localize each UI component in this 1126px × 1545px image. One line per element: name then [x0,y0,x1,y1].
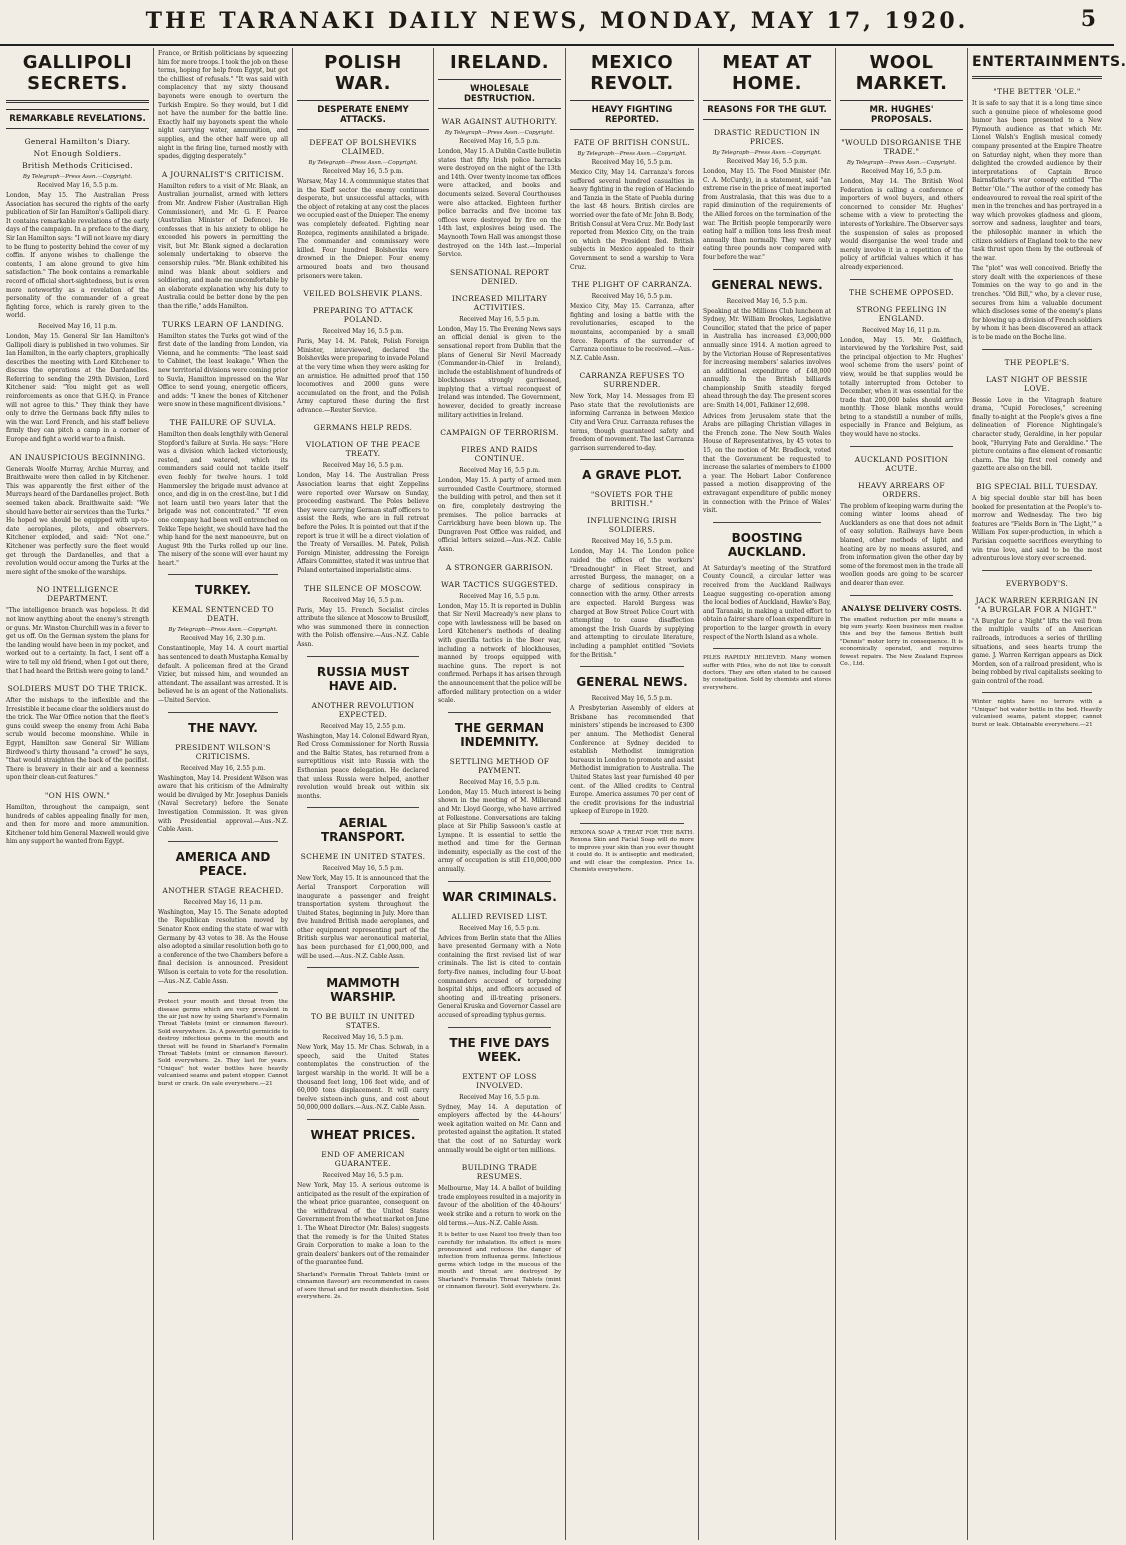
article-paragraph: Paris, May 15. French Socialist circles attribute the silence at Moscow to Brusiloff, who was summoned there in connection with the Polish offensive.—Aus.-N.Z. Cable Assn. [297,606,429,648]
section-subhead: SCHEME IN UNITED STATES. [300,852,426,862]
article-paragraph: London, May 15. Much interest is being shown in the meeting of M. Millerand and Mr. Lloyd George, who have arrived at Folkestone. Conversations are taking place at Sir Philip Sassoon's castle at Lympne. It is essential to settle the method and time for the German indemnity, especially as the cost of the army of occupation is still £10,000,000 annually. [438,788,561,874]
section-subhead: VIOLATION OF THE PEACE TREATY. [305,440,421,459]
section-subhead: STRONG FEELING IN ENGLAND. [856,304,947,323]
section-subhead: "ON HIS OWN." [44,791,111,801]
section-subhead: SETTLING METHOD OF PAYMENT. [449,756,550,775]
divider [982,349,1092,350]
article-paragraph: At Saturday's meeting of the Stratford County Council, a circular letter was received from the Auckland Railways League suggesting co-operation among the local bodies of Auckland, Hawke's Bay, and Taranaki, in making a united effort to obtain a fairer share of loan expenditure in proportion to the larger growth in every respect of the North Island as a whole. [703,564,831,641]
columns [2,48,1126,1540]
divider [448,712,551,713]
subheadline: MR. HUGHES' PROPOSALS. [840,100,963,130]
article-paragraph: Washington, May 14. President Wilson was aware that his criticism of the Admiralty would be divulged by Mr. Josephus Daniels (Naval Secretary) before the Senate Investigation Commission. It was given with Presidential approval.—Aus.-N.Z. Cable Assn. [158,774,288,834]
article-paragraph: London, May 15. A party of armed men surrounded Castle Courtmore, stormed the building with petrol, and then set it on fire, completely destroying the premises. The police barracks at Carrickburg have been blown up. The Dungraven Post Office was raided, and official letters seized.—Aus.-N.Z. Cable Assn. [438,477,561,553]
section-subhead: BUILDING TRADE RESUMES. [461,1163,538,1182]
page-number: 5 [1080,6,1096,32]
section-headline: WAR CRIMINALS. [442,889,557,904]
section-subhead: EXTENT OF LOSS INVOLVED. [462,1071,537,1090]
dateline: Received May 16, 5.5 p.m. [322,462,404,470]
section-subhead: NO INTELLIGENCE DEPARTMENT. [36,585,119,604]
article-paragraph: Hamilton states the Turks got wind of the first date of the landing from London, via Vienna, and he comments: "The least said to Cabinet, the least leakage." When the new territorial divisions were coming prior to Suvla, Hamilton impressed on the War Office to send young, energetic officers, and adds: "I knew the bones of Kitchener were snow in these magnificent divisions." [158,332,288,409]
divider [307,967,419,968]
dateline: Received May 16, 5.5 p.m. [459,924,540,932]
dateline: Received May 16, 11 p.m. [183,898,263,906]
section-subhead: KEMAL SENTENCED TO DEATH. [172,605,274,624]
section-headline: MAMMOTH WARSHIP. [326,976,400,1005]
divider [168,992,278,993]
section-headline: WHEAT PRICES. [310,1128,416,1142]
section-subhead: GERMANS HELP REDS. [313,423,413,433]
subheadline: Not Enough Soldiers. [33,149,122,158]
section-subhead: THE PEOPLE'S. [1004,357,1070,367]
dateline: Received May 16, 5.5 p.m. [591,695,673,703]
headline: POLISH WAR. [324,52,402,94]
article-paragraph: A big special double star bill has been booked for presentation at the People's to-morrow and Wednesday. The two big features are "Fields Born in 'The Light,'" a William Fox super-production, in which a Parisian coquette sacrifices everything to win true love, and said to be the most adventurous love story ever screened. [972,494,1102,563]
section-subhead: WAR AGAINST AUTHORITY. [441,117,558,126]
divider [982,692,1092,693]
advertisement-headline: ANALYSE DELIVERY COSTS. [841,603,962,613]
section-headline: BOOSTING AUCKLAND. [727,530,807,559]
dateline: Received May 16, 5.5 p.m. [459,138,540,145]
article-paragraph: London, May 15. It is reported in Dublin that Sir Nevil Macready's new plans to cope with lawlessness will be based on Lord Kitchener's methods of dealing with guerilla tactics in the Boer war, including a network of blockhouses, manned by troops equipped with machine guns. The report is not confirmed. Perhaps it has arisen through the announcement that the police will be afforded military protection on a wider scale. [438,602,561,705]
divider [580,666,684,667]
dateline: Received May 16, 5.5 p.m. [726,297,808,305]
section-headline: A GRAVE PLOT. [582,468,682,483]
masthead [0,0,1114,46]
article-paragraph: Generals Woolfe Murray, Archie Murray, and Braithwaite were then called in by Kitchener. This was apparently the first either of the Murrays heard of the Dardanelles project. Both seemed taken aback. Braithwaite said: "We should have better air services than the Turks." He hoped we should be equipped with up-to-date aeroplanes, pilots, and observers. Kitchener exploded, and said: "Not one." Kitchener was perfectly sure the fleet would get through the Dardanelles, and that a revolution would occur among the Turks at the mere sight of the smoke of the warships. [6,465,149,576]
subheadline: WHOLESALE DESTRUCTION. [438,79,561,109]
section-headline: AMERICA AND PEACE. [175,849,271,878]
section-subhead: ANOTHER STAGE REACHED. [162,885,284,895]
article-paragraph: A Presbyterian Assembly of elders at Brisbane has recommended that ministers' stipends be increased to £300 per annum. The Methodist General Conference at Sydney decided to establish Methodist immigration bureaux in London to promote and assist Methodist immigration to Australia. The United States last year furnished 40 per cent. of the Allied credits to Central Europe. America assumes 70 per cent of the credit provisions for the industrial upkeep of Europe in 1920. [570,705,694,816]
article-paragraph: "A Burglar for a Night" lifts the veil from the multiple vaults of an American railroads, introduces a series of thrilling situations, and sees hearts trump the game. J. Warren Kerrigan appears as Dick Morden, son of a railroad president, who is being robbed by rival capitalists seeking to gain control of the road. [972,617,1102,685]
subheadline: DESPERATE ENEMY ATTACKS. [297,100,429,130]
dateline: Received May 16, 5.5 p.m. [591,293,673,301]
article-paragraph: London, May 14. The London police raided the offices of the workers' "Dreadnought" in Fleet Street, and arrested Burgess, the manager, on a charge of seditious conspiracy in connection with the army. Other arrests are expected. Harold Burgess was charged at Bow Street Police Court with attempting to cause disaffection amongst the Irish Guards by supplying and attempting to circulate literature, including a pamphlet entitled "Soviets for the British." [570,548,694,659]
dateline: Received May 16, 2.30 p.m. [180,635,266,643]
subheadline-stack [6,137,149,170]
section-subhead: CAMPAIGN OF TERRORISM. [440,428,559,438]
divider [713,522,821,523]
section-subhead: FIRES AND RAIDS CONTINUE. [461,445,538,464]
article-paragraph: Paris, May 14. M. Patek, Polish Foreign Minister, interviewed, declared the Bolsheviks were preparing to invade Poland at the very time when they were asking for an armistice. He admitted proof that 150 locomotives and 2000 guns were accumulated on the front, and the Polish Army captured these during the first advance.—Reuter Service. [297,338,429,414]
dateline: Received May 16, 5.5 p.m. [322,865,404,873]
article-paragraph: London, May 14. The Australian Press Association learns that eight Zeppelins were reported over Warsaw on Sunday, proceeding eastward. The Poles believe they were carrying German staff officers to assist the Reds, who are in full retreat before the Poles. It is pointed out that if the report is true it will be a direct violation of the Treaty of Versailles. M. Patek, Polish Foreign Minister, addressing the Foreign Affairs Committee, stated it was untrue that Poland entertained imperialistic aims. [297,472,429,574]
section-subhead: LAST NIGHT OF BESSIE LOVE. [986,374,1088,393]
article-paragraph: London, May 15. The Food Minister (Mr. C. A. McCurdy), in a statement, said "an extreme rise in the price of meat imported from Australasia, that this was due to a rapid diminution of the requirements of the Allied forces on the termination of the war. The British people temporarily were eating half a million tons less fresh meat annually than normally. They were only eating three pounds now compared with four before the war." [703,168,831,261]
section-subhead: FATE OF BRITISH CONSUL. [573,138,691,147]
article-paragraph: Hamilton refers to a visit of Mr. Blank, an Australian journalist, armed with letters from Mr. Andrew Fisher (Australian High Commissioner), and Mr. G. F. Pearce (Australian Minister of Defence). He confesses that in his anxiety to oblige he exceeded his powers in permitting the visit, but Mr. Blank signed a declaration solemnly undertaking to observe the censorship rules. "Mr. Blank exhibited his mind was blank about soldiers and soldiering, and made me uncomfortable by an elaborate explanation why his duty to Australia could be better done by the pen than the rifle," adds Hamilton. [158,182,288,311]
dateline: Received May 16, 5.5 p.m. [322,1172,404,1179]
divider [448,881,551,882]
section-subhead: PREPARING TO ATTACK POLAND. [312,306,414,325]
byline: By Telegraph—Press Assn.—Copyright. [444,130,555,136]
section-subhead: EVERYBODY'S. [1005,578,1069,588]
headline: MEAT AT HOME. [722,52,812,94]
article-paragraph: Washington, May 14. Colonel Edward Ryan, Red Cross Commissioner for North Russia and the Baltic States, has returned from a surreptitious visit into Russia with the Esthonian peace delegation. He declared that unless Russia were helped, another revolution would break out within six months. [297,732,429,800]
section-subhead: SOLDIERS MUST DO THE TRICK. [7,684,148,694]
advertisement: The smallest reduction per mile means a big sum yearly. Keen business men realise this and buy the famous British built "Dennis" motor lorry in consequence. It is economically operated, and requires fewest repairs. The New Zealand Express Co., Ltd. [840,616,963,668]
article-paragraph: London, May 15. Mr. Goldfinch, interviewed by the Yorkshire Post, said the principal objection to Mr. Hughes' wool scheme from the users' point of view, would be that supplies would be totally interrupted from October to December, when it was essential for the trade that 200,000 bales should arrive monthly. Those blank months would bring to a standstill a number of mills, especially in France and Belgium, as they would have no stocks. [840,336,963,439]
article-paragraph: Hamilton then deals lengthily with General Stopford's failure at Suvla. He says: "Here was a division which lacked victoriously, rested, and watered, which its commanders said could not tackle itself even feebly for twelve hours. I told Hammersley the brigade must advance at once, and dig in on the crest-line, but I did not learn until two years later that the brigade was not concentrated." "If even one company had been well entrenched on Tekke Tepe height, we should have had the whip hand for the next manoeuvre, but on August 9th the Turks rolled up our line. The misery of the scene will ever haunt my heart." [158,430,288,567]
section-subhead: INFLUENCING IRISH SOLDIERS. [587,516,677,535]
article-paragraph: New York, May 15. A serious outcome is anticipated as the result of the expiration of the wheat price guarantee, consequent on the withdrawal of the United States Government from the wheat market on June 1. The Wheat Director (Mr. Bales) suggests that the remedy is for the United States Grain Corporation to make a loan to the grain dealers' bankers out of the remainder of the guarantee fund. [297,1182,429,1267]
divider [982,570,1092,571]
byline: By Telegraph—Press Assn.—Copyright. [577,151,687,157]
article-paragraph: Hamilton, throughout the campaign, sent hundreds of cables appealing finally for men, and then for more and more ammunition. Kitchener told him General Maxwell would give him any support he wanted from Egypt. [6,804,149,846]
divider [168,841,278,842]
dateline: Received May 16, 5.5 p.m. [726,158,808,165]
section-subhead: "SOVIETS FOR THE BRITISH." [590,490,674,509]
section-subhead: WAR TACTICS SUGGESTED. [440,579,559,589]
column-entertainments [968,48,1126,1540]
section-headline: THE NAVY. [188,720,258,735]
section-subhead: TO BE BUILT IN UNITED STATES. [310,1012,415,1031]
article-paragraph: New York, May 15. It is announced that the Aerial Transport Corporation will inaugurate a passenger and freight transportation system throughout the United States, beginning in July. More than five hundred British made aeroplanes, and other equipment representing part of the British surplus war aeronautical material, has been purchased for £1,000,000, and will be used.—Aus.-N.Z. Cable Assn. [297,875,429,960]
subheadline: REMARKABLE REVELATIONS. [6,109,149,129]
dateline: Received May 16, 11 p.m. [862,326,941,334]
article-paragraph: Speaking at the Millions Club luncheon at Sydney, Mr. William Brookes, Legislative Councillor, stated that the price of paper in Australia has increased £3,000,000 annually since 1914. A motion agreed to by the Victorian House of Representatives for increasing members' salaries involves an additional expenditure of £48,000 annually. In the British billiards championship Smith steadily forged ahead through the day. The present scores are: Smith 14,001, Falkiner 12,698. [703,307,831,410]
section-subhead: PRESIDENT WILSON'S CRITICISMS. [175,742,271,761]
divider [713,269,821,270]
article-paragraph: London, May 14. The British Wool Federation is calling a conference of importers of wool buyers, and others concerned to consider Mr. Hughes' scheme with a view to protecting the interests of Yorkshire. The Observer says the suspension of sales as proposed would disorganise the wool trade and merely involve it in a repetition of the policy of artificial values which it has already experienced. [840,178,963,271]
headline: ENTERTAINMENTS. [972,54,1126,70]
dateline: Received May 16, 5.5 p.m. [37,182,118,189]
section-subhead: INCREASED MILITARY ACTIVITIES. [451,293,548,312]
divider [307,656,419,657]
column-meat [699,48,836,1540]
subheadline: HEAVY FIGHTING REPORTED. [570,100,694,130]
divider [580,459,684,460]
dateline: Received May 16, 5.5 p.m. [322,328,404,336]
section-subhead: A STRONGER GARRISON. [445,562,554,572]
article-paragraph: Warsaw, May 14. A communique states that in the Kieff sector the enemy continues desperate, but unsuccessful attacks, with the object of retaking at any cost the places we occupied east of the Dnieper. The enemy was completely defeated. Fighting near Rozepca, regiments annihilated a brigade. The commander and commissary were killed. Four hundred Bolsheviks were drowned in the Dnieper. Four enemy armoured boats and two thousand prisoners were taken. [297,178,429,280]
byline: By Telegraph—Press Assn.—Copyright. [168,627,278,634]
byline: By Telegraph—Press Assn.—Copyright. [308,160,418,166]
dateline: Received May 16, 2.55 p.m. [180,764,266,772]
divider [850,279,953,280]
dateline: Received May 16, 5.5 p.m. [459,315,540,323]
dateline: Received May 16, 5.5 p.m. [459,1093,540,1101]
section-subhead: SENSATIONAL REPORT DENIED. [449,267,549,286]
divider [448,1027,551,1028]
column-ireland [434,48,566,1540]
divider [850,595,953,596]
section-subhead: JACK WARREN KERRIGAN IN "A BURGLAR FOR A NIGHT." [975,595,1099,614]
headline: GALLIPOLI SECRETS. [22,52,133,94]
section-subhead: BIG SPECIAL BILL TUESDAY. [976,481,1098,491]
article-paragraph: Mexico City, May 15. Carranza, after fighting and losing a battle with the revolutionaries, escaped to the mountains, accompanied by a small force. Reports of the surrender of Carranza continue to be received.—Aus.-N.Z. Cable Assn. [570,303,694,362]
article-paragraph: "The intelligence branch was hopeless. It did not know anything about the enemy's strength or guns. Mr. Winston Churchill was in a fever to get us off. On the German system the plans for the landing would have been in my pocket, and worked out to a certainty. In fact, I sent off a wire to tell my old friend, when I got out there, that I had heard the British were going to land." [6,607,149,675]
dateline: Received May 16, 5.5 p.m. [322,596,404,604]
article-paragraph: Constantinople, May 14. A court martial has sentenced to death Mustapha Kemal by default. A policeman fired at the Grand Vizier, but missed him, and wounded an attendant. The assailant was arrested. It is believed he is an agent of the Nationalists.—United Service. [158,645,288,705]
section-subhead: DEFEAT OF BOLSHEVIKS CLAIMED. [309,138,417,156]
divider [972,76,1102,79]
article-paragraph: London, May 15. General Sir Ian Hamilton's Gallipoli diary is published in two volumes. Sir Ian Hamilton, in the early chapters, graphically describes the meeting with Lord Kitchener to discuss the operations at the Dardanelles. Referring to sending the 29th Division, Lord Kitchener said: "You might get as well reinforcements as once that G.H.Q. in France will not agree to this." They think they have only to drive the Germans back fifty miles to win the war. Lord French, and his staff believe firmly they can pitch a camp in a corner of Europe and fight a world war to a finish. [6,332,149,444]
article-paragraph: Bessie Love in the Vitagraph feature drama, "Cupid Forecloses," screening finally to-night at the People's gives a fine delineation of Florence Nightingale's character study, Geraldine, in her popular book, "Hurrying Fate and Geraldine." The picture contains a fine element of romantic charm. The big first reel comedy and gazette are also on the bill. [972,396,1102,473]
dateline: Received May 16, 11 p.m. [38,322,117,330]
advertisement: It is better to use Nazol too freely than too carefully for inhalation. Its effect is more pronounced and reduces the danger of infection from influenza germs. Infectious germs which lodge in the mucous of the mouth and throat are destroyed by Sharland's Formalin Throat Tablets (mint or cinnamon flavour). Sold everywhere. 2s. [438,1232,561,1290]
section-subhead: VEILED BOLSHEVIK PLANS. [303,289,423,299]
article-paragraph: Advices from Berlin state that the Allies have presented Germany with a Note containing the first revised list of war criminals. The list is cited to contain forty-five names, including four U-boat commanders accused of torpedoing hospital ships, and officers accused of shooting and ill-treating prisoners. General Kruska and Governor Cassel are accused of spreading typhus germs. [438,934,561,1019]
section-headline: GENERAL NEWS. [711,277,823,292]
subheadline: British Methods Criticised. [22,161,133,170]
column-gallipoli [2,48,154,1540]
subheadline: REASONS FOR THE GLUT. [703,100,831,120]
dateline: Received May 16, 5.5 p.m. [591,538,673,546]
article-paragraph: Advices from Jerusalem state that the Arabs are pillaging Christian villages in the French zone. The New South Wales House of Representatives, by 45 votes to 15, on the motion of Mr. Bradlock, voted that the Government be requested to increase the salaries of members to £1000 a year. The Hobart Labor Conference passed a motion disapproving of the extravagant expenditure of public money in connection with the Prince of Wales' visit. [703,412,831,515]
article-paragraph: New York, May 14. Messages from El Paso state that the revolutionists are informing Carranza in between Mexico City and Vera Cruz. Carranza refuses the terms, though guaranteed safety and freedom of movement. The last Carranza garrison surrendered to-day. [570,393,694,452]
headline: MEXICO REVOLT. [590,52,674,94]
advertisement: REXONA SOAP A TREAT FOR THE BATH. Rexona Skin and Facial Soap will do more to improve your skin than you ever thought it could do. It is antiseptic and medicated, and will clear the complexion. Price 1s. Chemists everywhere. [570,829,694,873]
section-subhead: AUCKLAND POSITION ACUTE. [854,454,949,473]
section-subhead: HEAVY ARREARS OF ORDERS. [858,480,945,499]
dateline: Received May 16, 5.5 p.m. [322,168,404,175]
advertisement: PILES RAPIDLY RELIEVED. Many women suffer with Piles, who do not like to consult doctors. They are often stated to be caused by constipation. Sold by chemists and stores everywhere. [703,655,831,691]
section-headline: TURKEY. [195,583,251,598]
article-paragraph: It is safe to say that it is a long time since such a genuine piece of wholesome good humor has been presented to a New Plymouth audience as that which Mr. Lionel Walsh's English musical comedy company presented at the Empire Theatre on Saturday night, when they more than delighted the crowded audience by their interpretations of Captain Bruce Bairnsfather's war comedy entitled "The Better 'Ole." The author of the comedy has endeavoured to reveal the real spirit of the men in the trenches and has portrayed in a way which provokes gladness and gloom, sorrow and sadness, laughter and tears, the philosophic manner in which the citizen soldiers of England took to the new task thrust upon them by the outbreak of the war. [972,100,1102,262]
dateline: Received May 16, 5.5 p.m. [322,1034,404,1042]
headline: IRELAND. [449,52,550,73]
article-paragraph: The problem of keeping warm during the coming winter looms ahead of Aucklanders as one that does not admit of easy solution. Railways have been blamed, other methods of light and heating are by no means assured, and from information given the other day by some of the foremost men in the trade all woollen goods are going to be scarcer and dearer than ever. [840,502,963,587]
article-paragraph: France, or British politicians by squeezing him for more troops. I took the job on these terms, hoping for help from Egypt, but got the chilliest of refusals." "It was said with complacency that my sixty thousand bayonets were enough to overturn the Turkish Empire. So they would, but I did not have the number for the battle line. Exactly half my bayonets spent the whole night carrying water, ammunition, and supplies, and the other half were up all night in the firing line, turned mostly with spades, digging desperately." [158,50,288,161]
section-subhead: A JOURNALIST'S CRITICISM. [161,169,285,179]
section-subhead: THE SILENCE OF MOSCOW. [303,583,423,593]
dateline: Received May 16, 5.5 p.m. [861,168,942,175]
section-subhead: TURKS LEARN OF LANDING. [162,319,284,329]
section-headline: AERIAL TRANSPORT. [320,816,406,845]
divider [6,100,149,103]
advertisement: Winter nights have no terrors with a "Unique" hot water bottle in the bed. Heavily vulcanised seams, patent stopper, cannot burst or leak. Obtainable everywhere.—21 [972,699,1102,728]
article-paragraph: After the mishaps to the inflexible and the Irresistible it became clear the soldiers must do the trick. The War Office notion that the fleet's guns could sweep the enemy from Achi Baba scrub would become moonshine. While in Egypt, Hamilton saw General Sir William Birdwood's thirty thousand "a crowd" he says, "that would straighten the back of the pacifist. There is bravery in their air and a keenness upon their clean-cut features." [6,697,149,782]
article-paragraph: Sydney, May 14. A deputation of employers affected by the 44-hours' week agitation waited on Mr. Cann and protested against the agitation. It stated that the cost of no Saturday work annually would be eight or ten millions. [438,1103,561,1154]
column-polish-war [293,48,434,1540]
section-subhead: THE FAILURE OF SUVLA. [169,417,277,427]
headline: WOOL MARKET. [855,52,948,94]
section-subhead: END OF AMERICAN GUARANTEE. [321,1150,405,1168]
section-subhead: AN INAUSPICIOUS BEGINNING. [9,452,146,462]
article-paragraph: Washington, May 15. The Senate adopted the Republican resolution moved by Senator Knox ending the state of war with Germany by 43 votes to 38. As the House also adopted a similar resolution both go to a conference of the two Chambers before a final decision is announced. President Wilson is certain to vote for the resolution.—Aus.-N.Z. Cable Assn. [158,908,288,985]
column-gallipoli-cont [154,48,293,1540]
dateline: Received May 16, 5.5 p.m. [459,592,540,600]
advertisement: Protect your mouth and throat from the disease germs which are very prevalent in the air just now by using Sharland's Formalin Throat Tablets (mint or cinnamon flavour). Sold everywhere. 2s. A powerful germicide to destroy infectious germs in the mouth and throat will be found in Sharland's Formalin Throat Tablets (mint or cinnamon flavour). Sold everywhere. 2s. They last for years. "Unique" hot water bottles have heavily vulcanised seams and patent stopper. Cannot burst or crack. On sale everywhere.—21 [158,999,288,1087]
divider [580,823,684,824]
section-headline: THE FIVE DAYS WEEK. [449,1035,550,1064]
byline: By Telegraph—Press Assn.—Copyright. [846,160,957,166]
section-subhead: THE SCHEME OPPOSED. [849,287,954,297]
section-subhead: "WOULD DISORGANISE THE TRADE." [841,138,962,156]
divider [168,712,278,713]
article-paragraph: London, May 15. A Dublin Castle bulletin states that fifty Irish police barracks were destroyed on the night of the 13th and 14th. Over twenty income tax offices were attacked, and books and documents seized. Several Courthouses were also attacked. Eighteen further police barracks and five income tax offices were destroyed by fire on the 14th last, explosives being used. The Maynooth Town Hall was amongst those destroyed on the 14th last.—Imperial Service. [438,148,561,259]
article-paragraph: London, May 15. The Evening News says an official denial is given to the sensational report from Dublin that the plans of General Sir Nevil Macready (Commander-in-Chief in Ireland), include the establishment of hundreds of blockhouses strongly garrisoned, implying that a virtual reconquest of Ireland was intended. The Government, however, decided to greatly increase military activities in Ireland. [438,325,561,419]
column-mexico [566,48,699,1540]
masthead-title: THE TARANAKI DAILY NEWS, MONDAY, MAY 17, 1920. [145,8,969,34]
subheadline: General Hamilton's Diary. [24,137,131,146]
divider [850,446,953,447]
section-subhead: "THE BETTER 'OLE." [993,87,1081,96]
dateline: Received May 16, 5.5 p.m. [459,778,540,786]
divider [168,574,278,575]
section-headline: GENERAL NEWS. [576,675,688,690]
byline: By Telegraph—Press Assn.—Copyright. [712,150,822,156]
article-paragraph: New York, May 15. Mr Chas. Schwab, in a speech, said the United States contemplates the construction of the largest warship in the world. It will be a thousand feet long, 106 feet wide, and of 60,000 tons displacement. It will carry twelve sixteen-inch guns, and cost about 50,000,000 dollars.—Aus.-N.Z. Cable Assn. [297,1044,429,1112]
divider [713,648,821,649]
advertisement: Sharland's Formalin Throat Tablets (mint or cinnamon flavour) are recommended in cases of sore throat and for mouth disinfection. Sold everywhere. 2s. [297,1271,429,1301]
section-subhead: DRASTIC REDUCTION IN PRICES. [713,128,821,146]
dateline: Received May 16, 5.5 p.m. [459,467,540,475]
section-subhead: THE PLIGHT OF CARRANZA. [571,280,693,290]
divider [307,1119,419,1120]
dateline: Received May 15, 2.55 p.m. [320,722,406,730]
column-wool [836,48,968,1540]
divider [307,807,419,808]
section-headline: RUSSIA MUST HAVE AID. [316,664,410,693]
section-subhead: CARRANZA REFUSES TO SURRENDER. [579,371,685,390]
section-subhead: ALLIED REVISED LIST. [451,911,548,921]
article-paragraph: London, May 15. The Australian Press Association has secured the rights of the early publication of Sir Ian Hamilton's Gallipoli diary. It contains remarkable revelations of the early days of the campaign. In a preface to the diary, Sir Ian Hamilton says: "I will not leave my diary to be flung to posterity behind the cover of my coffin. If anyone wishes to challenge the contents, I am alone ground to give him satisfaction." The book contains a remarkable record of official short-sightedness, but is even more noteworthy as a revelation of the personality of the commander of a great fighting force, which is rarely given to the world. [6,192,149,320]
section-headline: THE GERMAN INDEMNITY. [454,720,545,749]
article-paragraph: The "plot" was well conceived. Briefly the story dealt with the experiences of these Tommies on the way to go and in the trenches. "Old Bill," who, by a clever ruse, secures from him a valuable document which discloses some of the enemy's plans for blowing up a division of French soldiers by whom it has been discovered an attack is to be made on the Boche line. [972,265,1102,342]
byline: By Telegraph—Press Assn.—Copyright. [22,174,133,180]
section-subhead: ANOTHER REVOLUTION EXPECTED. [311,700,415,719]
article-paragraph: Melbourne, May 14. A ballot of building trade employees resulted in a majority in favour of the abolition of the 40-hours' week strike and a return to work on the old terms.—Aus.-N.Z. Cable Assn. [438,1185,561,1227]
dateline: Received May 16, 5.5 p.m. [591,159,673,166]
article-paragraph: Mexico City, May 14. Carranza's forces suffered several hundred casualties in heavy fighting in the region of Haciendo and Tanzia in the State of Puebla during the last 48 hours. British circles are worried over the fate of Mr. John B. Body, British Consul at Vera Cruz. Mr. Body last reported from Mexico City, on the train on which the President fled. British subjects in Mexico appealed to their Government to send a warship to Vera Cruz. [570,169,694,271]
